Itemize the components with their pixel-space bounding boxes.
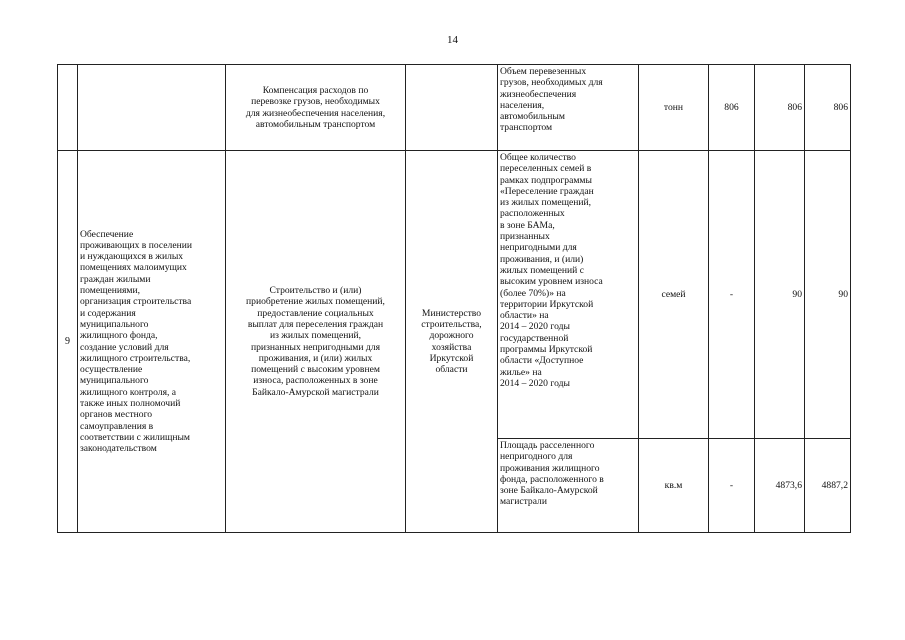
- value-cell-1: -: [709, 151, 755, 439]
- measure-cell: Строительство и (или) приобретение жилых помещений, предоставление социальных выплат для переселения граждан из жилых помещений, признанных непригодными для проживания, и (или) жилых помещений с высоким уровнем износа, расположенных в зоне Байкало-Амурской магистрали: [226, 151, 406, 533]
- row-number-cell: [58, 65, 78, 151]
- value-cell-1: 806: [709, 65, 755, 151]
- row-number-cell: 9: [58, 151, 78, 533]
- value-cell-2: 90: [755, 151, 805, 439]
- value-cell-2: 4873,6: [755, 439, 805, 533]
- table-row: [58, 65, 851, 151]
- indicator-cell: Площадь расселенного непригодного для проживания жилищного фонда, расположенного в зоне Байкало-Амурской магистрали: [498, 439, 639, 533]
- value-cell-3: 806: [805, 65, 851, 151]
- measure-cell: Компенсация расходов по перевозке грузов, необходимых для жизнеобеспечения населения, автомобильным транспортом: [226, 65, 406, 151]
- indicator-cell: Объем перевезенных грузов, необходимых для жизнеобеспечения населения, автомобильным транспортом: [498, 65, 639, 151]
- executor-cell: [406, 65, 498, 151]
- unit-cell: семей: [639, 151, 709, 439]
- value-cell-3: 90: [805, 151, 851, 439]
- executor-cell: Министерство строительства, дорожного хозяйства Иркутской области: [406, 151, 498, 533]
- table-row: [58, 151, 851, 439]
- unit-cell: кв.м: [639, 439, 709, 533]
- program-table: [57, 64, 851, 533]
- unit-cell: тонн: [639, 65, 709, 151]
- value-cell-2: 806: [755, 65, 805, 151]
- value-cell-1: -: [709, 439, 755, 533]
- task-cell: [78, 65, 226, 151]
- page-number: 14: [447, 34, 458, 46]
- task-cell: Обеспечение проживающих в поселении и нуждающихся в жилых помещениях малоимущих граждан жилыми помещениями, организация строительства и содержания муниципального жилищного фонда, создание условий для жилищного строительства, осуществление муниципального жилищного контроля, а также иных полномочий органов местного самоуправления в соответствии с жилищным законодательством: [78, 151, 226, 533]
- value-cell-3: 4887,2: [805, 439, 851, 533]
- indicator-cell: Общее количество переселенных семей в рамках подпрограммы «Переселение граждан из жилых помещений, расположенных в зоне БАМа, признанных непригодными для проживания, и (или) жилых помещений с высоким уровнем износа (более 70%)» на территории Иркутской области» на 2014 – 2020 годы государственной программы Иркутской области «Доступное жилье» на 2014 – 2020 годы: [498, 151, 639, 439]
